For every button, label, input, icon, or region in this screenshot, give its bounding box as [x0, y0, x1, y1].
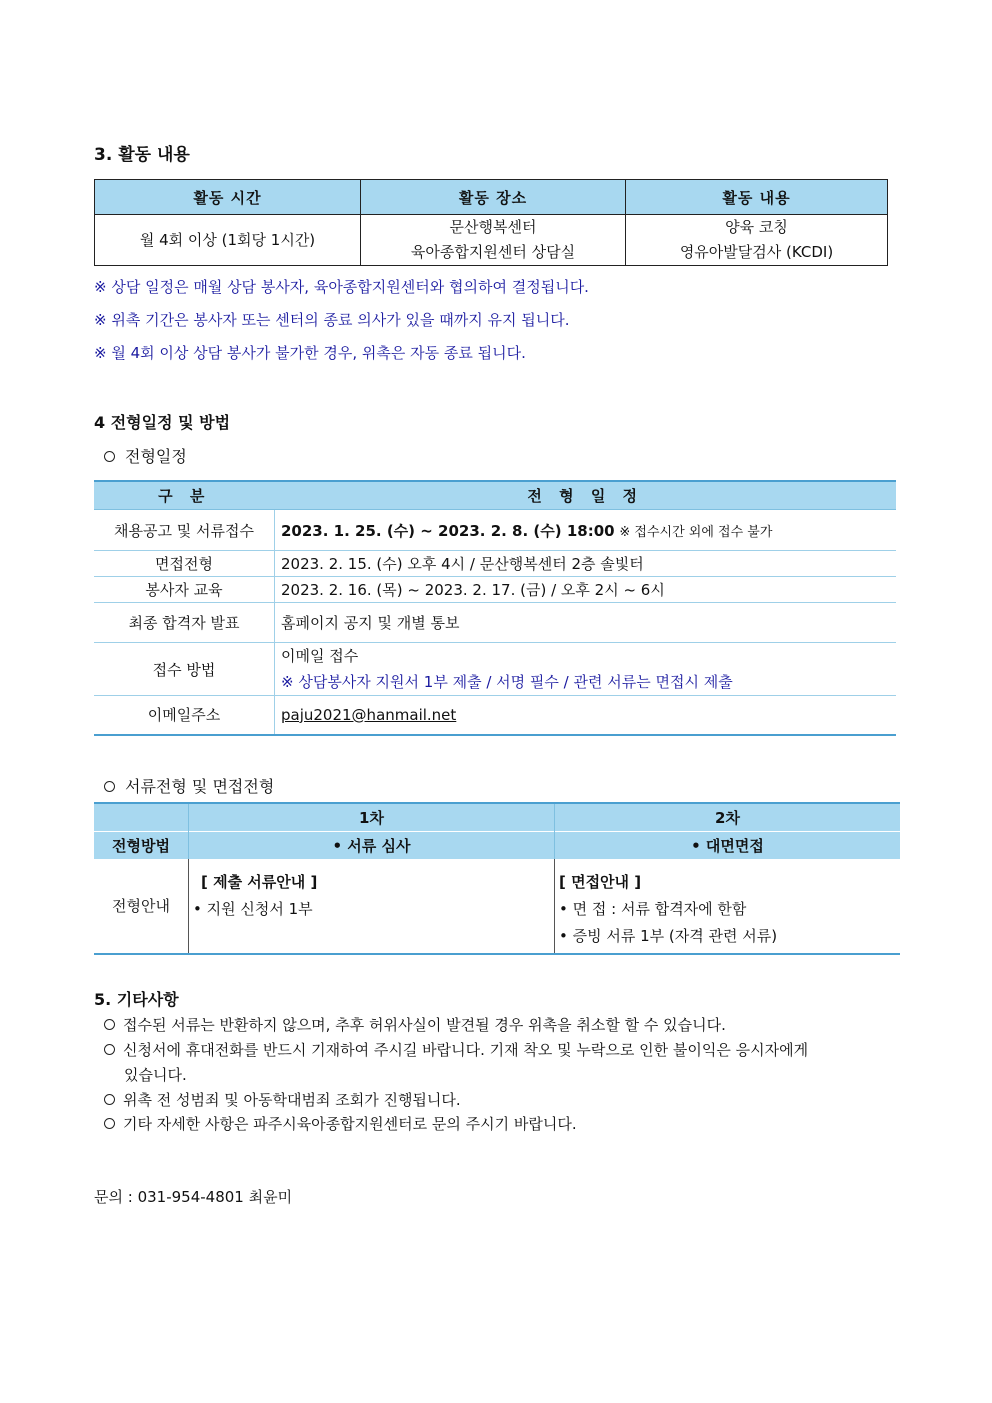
method-round1: • 서류 심사 [189, 832, 555, 860]
circle-bullet-icon [104, 1019, 115, 1030]
method-round2: • 대면면접 [555, 832, 901, 860]
section3-title: 3. 활동 내용 [94, 145, 190, 165]
cell-time: 월 4회 이상 (1회당 1시간) [95, 215, 361, 266]
section5-title: 5. 기타사항 [94, 990, 179, 1009]
list-item: 신청서에 휴대전화를 반드시 기재하여 주시길 바랍니다. 기재 착오 및 누락으로 인한 불이익은 응시자에게 [104, 1038, 808, 1063]
activity-table [94, 179, 888, 266]
table-row: 최종 합격자 발표 홈페이지 공지 및 개별 통보 [94, 603, 896, 643]
header-content: 활동 내용 [626, 180, 888, 215]
list-item: 위촉 전 성범죄 및 아동학대범죄 조회가 진행됩니다. [104, 1088, 461, 1113]
cell-content [626, 215, 888, 266]
header-category: 구 분 [94, 481, 275, 510]
process-table [94, 802, 900, 955]
circle-bullet-icon [104, 1044, 115, 1055]
contact-info: 문의 : 031-954-4801 최윤미 [94, 1188, 293, 1206]
list-item: 기타 자세한 사항은 파주시육아종합지원센터로 문의 주시기 바랍니다. [104, 1112, 577, 1137]
guide-round2: [ 면접안내 ] • 면 접 : 서류 합격자에 한함 • 증빙 서류 1부 (자격 관련 서류) [555, 859, 901, 954]
table-row: 이메일주소 paju2021@hanmail.net [94, 696, 896, 735]
header-place: 활동 장소 [361, 180, 626, 215]
note-2: ※ 위촉 기간은 봉사자 또는 센터의 종료 의사가 있을 때까지 유지 됩니다. [94, 311, 570, 329]
list-item-continuation: 있습니다. [124, 1066, 187, 1084]
guide-round1: [ 제출 서류안내 ] • 지원 신청서 1부 [189, 859, 555, 954]
header-round2: 2차 [555, 803, 901, 832]
content-line2: 영유아발달검사 (KCDI) [679, 243, 834, 261]
circle-bullet-icon [104, 781, 115, 792]
email-link[interactable]: paju2021@hanmail.net [281, 705, 457, 724]
schedule-subtitle: 전형일정 [104, 444, 187, 467]
header-round1: 1차 [189, 803, 555, 832]
table-row: 봉사자 교육 2023. 2. 16. (목) ~ 2023. 2. 17. (금) / 오후 2시 ~ 6시 [94, 577, 896, 603]
table-row: 채용공고 및 서류접수 2023. 1. 25. (수) ~ 2023. 2. 8. (수) 18:00 ※ 접수시간 외에 접수 불가 [94, 510, 896, 551]
circle-bullet-icon [104, 1094, 115, 1105]
cell-place [361, 215, 626, 266]
section4-title: 4 전형일정 및 방법 [94, 413, 231, 432]
place-line1: 문산행복센터 [449, 218, 537, 236]
schedule-table [94, 480, 896, 736]
guide-label: 전형안내 [94, 859, 189, 954]
header-schedule: 전 형 일 정 [275, 481, 897, 510]
note-1: ※ 상담 일정은 매월 상담 봉사자, 육아종합지원센터와 협의하여 결정됩니다. [94, 278, 589, 296]
circle-bullet-icon [104, 451, 115, 462]
table-row: 면접전형 2023. 2. 15. (수) 오후 4시 / 문산행복센터 2층 솔빛터 [94, 551, 896, 577]
circle-bullet-icon [104, 1118, 115, 1129]
place-line2: 육아종합지원센터 상담실 [410, 243, 576, 261]
content-line1: 양육 코칭 [725, 218, 788, 236]
header-time: 활동 시간 [95, 180, 361, 215]
method-label: 전형방법 [94, 832, 189, 860]
table-row: 접수 방법 이메일 접수 ※ 상담봉사자 지원서 1부 제출 / 서명 필수 / 관련 서류는 면접시 제출 [94, 643, 896, 696]
process-subtitle: 서류전형 및 면접전형 [104, 774, 274, 797]
list-item: 접수된 서류는 반환하지 않으며, 추후 허위사실이 발견될 경우 위촉을 취소할 할 수 있습니다. [104, 1013, 726, 1038]
note-3: ※ 월 4회 이상 상담 봉사가 불가한 경우, 위촉은 자동 종료 됩니다. [94, 344, 526, 362]
